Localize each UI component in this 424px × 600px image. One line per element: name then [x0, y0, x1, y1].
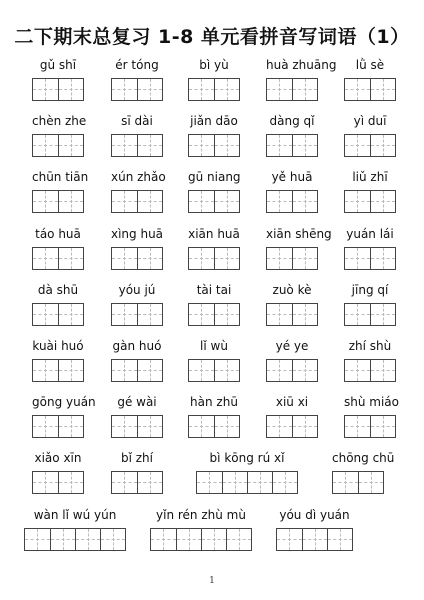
tianzige-cell[interactable] — [189, 304, 214, 325]
writing-grid — [32, 247, 84, 270]
pinyin-label: gǔ shī — [39, 58, 77, 72]
pinyin-label: gé wài — [117, 395, 157, 409]
tianzige-cell[interactable] — [75, 529, 100, 550]
word-entry — [188, 58, 240, 102]
tianzige-cell[interactable] — [112, 191, 137, 212]
tianzige-cell[interactable] — [370, 248, 395, 269]
tianzige-cell[interactable] — [137, 191, 162, 212]
pinyin-label: lǜ sè — [355, 58, 385, 72]
pinyin-label: jīng qí — [351, 283, 389, 297]
tianzige-cell[interactable] — [33, 79, 58, 100]
pinyin-label: yé ye — [275, 339, 309, 353]
tianzige-cell[interactable] — [214, 360, 239, 381]
pinyin-label: gōng yuán — [32, 395, 96, 409]
tianzige-cell[interactable] — [58, 360, 83, 381]
pinyin-label: xiǎo xīn — [34, 451, 82, 465]
tianzige-cell[interactable] — [345, 248, 370, 269]
word-entry — [344, 283, 396, 327]
word-entry — [24, 508, 126, 552]
writing-grid — [32, 78, 84, 101]
writing-grid — [188, 247, 240, 270]
word-entry — [111, 451, 163, 495]
tianzige-cell[interactable] — [58, 472, 83, 493]
tianzige-cell[interactable] — [189, 416, 214, 437]
word-entry — [111, 339, 163, 383]
tianzige-cell[interactable] — [112, 360, 137, 381]
tianzige-cell[interactable] — [137, 248, 162, 269]
tianzige-cell[interactable] — [292, 191, 317, 212]
pinyin-label: huà zhuāng — [266, 58, 337, 72]
writing-grid — [344, 415, 396, 438]
word-entry — [344, 58, 396, 102]
pinyin-label: bǐ zhí — [120, 451, 153, 465]
tianzige-cell[interactable] — [214, 416, 239, 437]
pinyin-label: dàng qǐ — [269, 114, 315, 128]
tianzige-cell[interactable] — [292, 360, 317, 381]
writing-grid — [32, 415, 84, 438]
tianzige-cell[interactable] — [370, 360, 395, 381]
writing-grid — [344, 359, 396, 382]
writing-grid — [150, 528, 252, 551]
writing-grid — [188, 303, 240, 326]
writing-grid — [266, 78, 318, 101]
writing-grid — [344, 190, 396, 213]
writing-grid — [188, 190, 240, 213]
tianzige-cell[interactable] — [137, 304, 162, 325]
pinyin-label: chōng chū — [332, 451, 395, 465]
tianzige-cell[interactable] — [58, 416, 83, 437]
word-entry — [344, 227, 396, 271]
word-entry — [266, 339, 318, 383]
tianzige-cell[interactable] — [58, 79, 83, 100]
pinyin-label: jiǎn dāo — [190, 114, 238, 128]
word-entry — [150, 508, 252, 552]
writing-grid — [111, 190, 163, 213]
tianzige-cell[interactable] — [277, 529, 302, 550]
word-entry — [188, 170, 240, 214]
tianzige-cell[interactable] — [58, 135, 83, 156]
tianzige-cell[interactable] — [267, 416, 292, 437]
pinyin-label: ér tóng — [115, 58, 159, 72]
tianzige-cell[interactable] — [358, 472, 383, 493]
tianzige-cell[interactable] — [345, 416, 370, 437]
tianzige-cell[interactable] — [112, 248, 137, 269]
tianzige-cell[interactable] — [189, 191, 214, 212]
tianzige-cell[interactable] — [226, 529, 251, 550]
word-entry — [32, 395, 96, 439]
word-entry — [266, 283, 318, 327]
tianzige-cell[interactable] — [137, 135, 162, 156]
word-entry — [344, 395, 399, 439]
writing-grid — [344, 247, 396, 270]
tianzige-cell[interactable] — [214, 135, 239, 156]
writing-grid — [266, 134, 318, 157]
writing-grid — [188, 359, 240, 382]
writing-grid — [266, 247, 318, 270]
writing-grid — [332, 471, 384, 494]
writing-grid — [32, 134, 84, 157]
pinyin-label: táo huā — [35, 227, 81, 241]
tianzige-cell[interactable] — [267, 191, 292, 212]
word-entry — [111, 395, 163, 439]
tianzige-cell[interactable] — [345, 191, 370, 212]
tianzige-cell[interactable] — [292, 248, 317, 269]
tianzige-cell[interactable] — [201, 529, 226, 550]
page-number: 1 — [209, 576, 215, 586]
tianzige-cell[interactable] — [112, 135, 137, 156]
word-entry — [266, 395, 318, 439]
word-entry — [266, 227, 332, 271]
pinyin-label: zhí shù — [348, 339, 392, 353]
pinyin-label: sī dài — [121, 114, 153, 128]
tianzige-cell[interactable] — [370, 416, 395, 437]
tianzige-cell[interactable] — [58, 248, 83, 269]
pinyin-label: liǔ zhī — [352, 170, 388, 184]
tianzige-cell[interactable] — [370, 304, 395, 325]
tianzige-cell[interactable] — [267, 79, 292, 100]
tianzige-cell[interactable] — [292, 135, 317, 156]
pinyin-label: gū niang — [188, 170, 241, 184]
tianzige-cell[interactable] — [345, 79, 370, 100]
word-entry — [111, 58, 163, 102]
writing-grid — [111, 134, 163, 157]
tianzige-cell[interactable] — [247, 472, 272, 493]
writing-grid — [111, 78, 163, 101]
word-entry — [188, 339, 240, 383]
tianzige-cell[interactable] — [302, 529, 327, 550]
tianzige-cell[interactable] — [267, 360, 292, 381]
tianzige-cell[interactable] — [214, 248, 239, 269]
tianzige-cell[interactable] — [58, 191, 83, 212]
tianzige-cell[interactable] — [151, 529, 176, 550]
page-title: 二下期末总复习 1-8 单元看拼音写词语（1） — [14, 26, 410, 48]
tianzige-cell[interactable] — [214, 79, 239, 100]
writing-grid — [344, 303, 396, 326]
writing-grid — [344, 134, 396, 157]
word-entry — [32, 58, 84, 102]
tianzige-cell[interactable] — [112, 416, 137, 437]
tianzige-cell[interactable] — [214, 191, 239, 212]
tianzige-cell[interactable] — [345, 360, 370, 381]
pinyin-label: lǐ wù — [200, 339, 228, 353]
tianzige-cell[interactable] — [33, 304, 58, 325]
pinyin-label: yì duī — [353, 114, 387, 128]
pinyin-label: shù miáo — [344, 395, 399, 409]
pinyin-label: wàn lǐ wú yún — [33, 508, 117, 522]
writing-grid — [111, 247, 163, 270]
word-entry — [344, 114, 396, 158]
pinyin-label: yuán lái — [346, 227, 394, 241]
tianzige-cell[interactable] — [112, 79, 137, 100]
writing-grid — [188, 415, 240, 438]
tianzige-cell[interactable] — [33, 191, 58, 212]
tianzige-cell[interactable] — [189, 360, 214, 381]
tianzige-cell[interactable] — [137, 416, 162, 437]
tianzige-cell[interactable] — [25, 529, 50, 550]
writing-grid — [32, 190, 84, 213]
tianzige-cell[interactable] — [137, 360, 162, 381]
pinyin-label: xiān shēng — [266, 227, 332, 241]
tianzige-cell[interactable] — [112, 472, 137, 493]
pinyin-label: yóu jú — [118, 283, 156, 297]
pinyin-label: hàn zhū — [190, 395, 238, 409]
pinyin-label: gàn huó — [112, 339, 162, 353]
pinyin-label: dà shū — [37, 283, 79, 297]
pinyin-label: yóu dì yuán — [279, 508, 350, 522]
tianzige-cell[interactable] — [267, 135, 292, 156]
tianzige-cell[interactable] — [267, 304, 292, 325]
tianzige-cell[interactable] — [33, 360, 58, 381]
tianzige-cell[interactable] — [50, 529, 75, 550]
writing-grid — [276, 528, 353, 551]
writing-grid — [266, 415, 318, 438]
word-entry — [188, 227, 240, 271]
tianzige-cell[interactable] — [292, 416, 317, 437]
word-entry — [32, 170, 89, 214]
tianzige-cell[interactable] — [214, 304, 239, 325]
pinyin-label: xún zhǎo — [111, 170, 166, 184]
tianzige-cell[interactable] — [370, 135, 395, 156]
word-entry — [332, 451, 395, 495]
tianzige-cell[interactable] — [137, 472, 162, 493]
tianzige-cell[interactable] — [272, 472, 297, 493]
tianzige-cell[interactable] — [370, 79, 395, 100]
pinyin-label: bì kōng rú xǐ — [209, 451, 285, 465]
word-entry — [32, 114, 87, 158]
tianzige-cell[interactable] — [267, 248, 292, 269]
pinyin-label: bì yù — [199, 58, 229, 72]
tianzige-cell[interactable] — [222, 472, 247, 493]
writing-grid — [196, 471, 298, 494]
pinyin-label: xiān huā — [188, 227, 240, 241]
writing-grid — [188, 134, 240, 157]
tianzige-cell[interactable] — [333, 472, 358, 493]
tianzige-cell[interactable] — [58, 304, 83, 325]
word-entry — [111, 283, 163, 327]
word-entry — [32, 339, 84, 383]
writing-grid — [111, 415, 163, 438]
writing-grid — [111, 359, 163, 382]
word-entry — [111, 170, 166, 214]
pinyin-label: kuài huó — [32, 339, 84, 353]
tianzige-cell[interactable] — [327, 529, 352, 550]
pinyin-label: yě huā — [271, 170, 313, 184]
word-entry — [188, 395, 240, 439]
tianzige-cell[interactable] — [33, 248, 58, 269]
word-entry — [266, 170, 318, 214]
word-entry — [344, 170, 396, 214]
tianzige-cell[interactable] — [33, 472, 58, 493]
word-entry — [32, 451, 84, 495]
writing-grid — [32, 303, 84, 326]
word-entry — [196, 451, 298, 495]
writing-grid — [32, 471, 84, 494]
tianzige-cell[interactable] — [33, 416, 58, 437]
tianzige-cell[interactable] — [292, 304, 317, 325]
writing-grid — [32, 359, 84, 382]
tianzige-cell[interactable] — [345, 304, 370, 325]
tianzige-cell[interactable] — [189, 79, 214, 100]
writing-grid — [344, 78, 396, 101]
word-entry — [188, 283, 240, 327]
word-entry — [111, 227, 163, 271]
tianzige-cell[interactable] — [176, 529, 201, 550]
tianzige-cell[interactable] — [100, 529, 125, 550]
writing-grid — [24, 528, 126, 551]
pinyin-label: xiū xi — [275, 395, 309, 409]
pinyin-label: zuò kè — [272, 283, 312, 297]
word-entry — [266, 58, 337, 102]
word-entry — [276, 508, 353, 552]
pinyin-label: yǐn rén zhù mù — [156, 508, 246, 522]
word-entry — [344, 339, 396, 383]
word-entry — [266, 114, 318, 158]
word-entry — [32, 283, 84, 327]
tianzige-cell[interactable] — [137, 79, 162, 100]
word-entry — [111, 114, 163, 158]
tianzige-cell[interactable] — [112, 304, 137, 325]
writing-grid — [266, 303, 318, 326]
tianzige-cell[interactable] — [189, 248, 214, 269]
pinyin-label: chèn zhe — [32, 114, 87, 128]
writing-grid — [266, 359, 318, 382]
word-entry — [32, 227, 84, 271]
writing-grid — [266, 190, 318, 213]
tianzige-cell[interactable] — [292, 79, 317, 100]
word-entry — [188, 114, 240, 158]
tianzige-cell[interactable] — [370, 191, 395, 212]
tianzige-cell[interactable] — [189, 135, 214, 156]
tianzige-cell[interactable] — [197, 472, 222, 493]
tianzige-cell[interactable] — [33, 135, 58, 156]
writing-grid — [111, 471, 163, 494]
tianzige-cell[interactable] — [345, 135, 370, 156]
writing-grid — [188, 78, 240, 101]
pinyin-label: tài tai — [196, 283, 232, 297]
pinyin-label: xìng huā — [111, 227, 164, 241]
pinyin-label: chūn tiān — [32, 170, 89, 184]
writing-grid — [111, 303, 163, 326]
